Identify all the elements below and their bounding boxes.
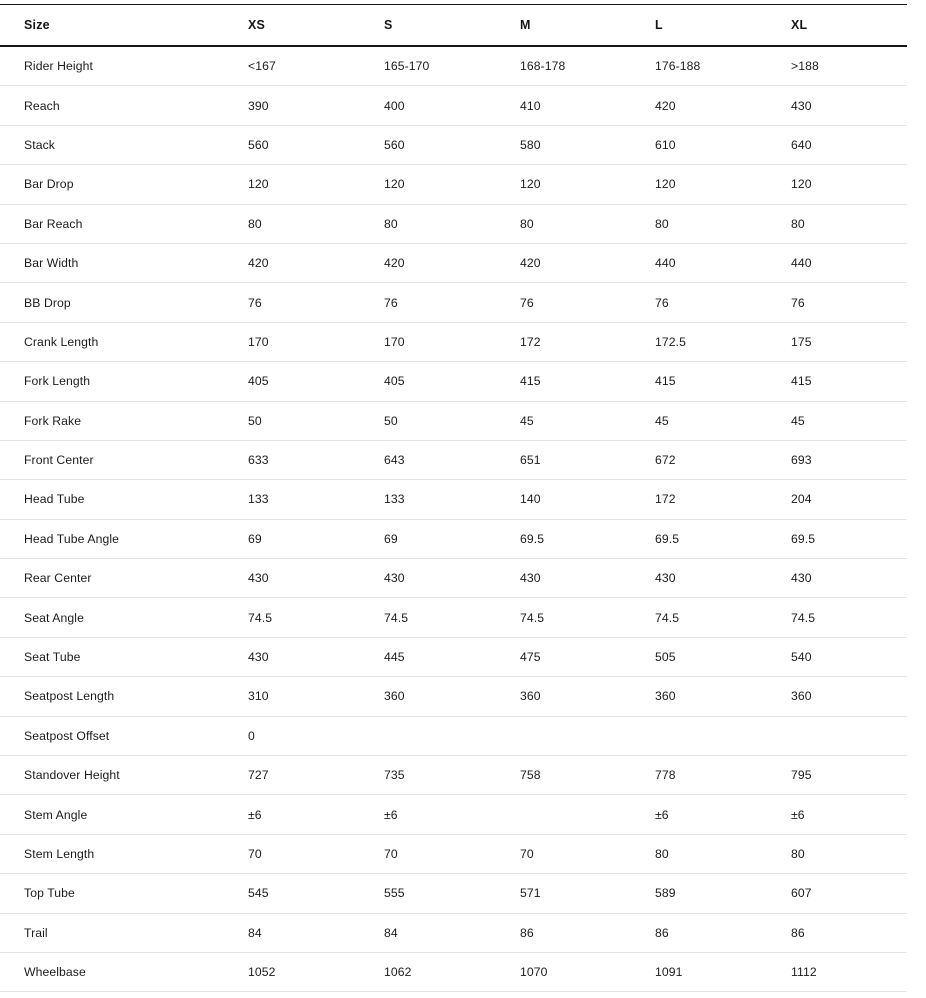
cell-value-m: 140 xyxy=(520,480,655,519)
table-row xyxy=(0,125,907,164)
cell-value-xs: 74.5 xyxy=(248,598,384,637)
cell-value-xl: >188 xyxy=(791,46,907,86)
cell-value-s: 405 xyxy=(384,362,520,401)
cell-value-m: 80 xyxy=(520,204,655,243)
row-label: Seatpost Length xyxy=(0,677,248,716)
cell-value-s: 165-170 xyxy=(384,46,520,86)
table-row xyxy=(0,480,907,519)
cell-value-xl: 360 xyxy=(791,677,907,716)
cell-value-m: 651 xyxy=(520,440,655,479)
table-row xyxy=(0,637,907,676)
table-row xyxy=(0,519,907,558)
cell-value-m: 360 xyxy=(520,677,655,716)
row-label: Head Tube xyxy=(0,480,248,519)
table-row xyxy=(0,756,907,795)
table-row xyxy=(0,716,907,755)
cell-value-xs: 405 xyxy=(248,362,384,401)
cell-value-m: 475 xyxy=(520,637,655,676)
cell-value-l: 778 xyxy=(655,756,791,795)
cell-value-xl: 795 xyxy=(791,756,907,795)
cell-value-l: 74.5 xyxy=(655,598,791,637)
row-label: Bar Width xyxy=(0,243,248,282)
cell-value-l: 176-188 xyxy=(655,46,791,86)
column-header-m: M xyxy=(520,5,655,47)
cell-value-xl: 45 xyxy=(791,401,907,440)
cell-value-xl: 1112 xyxy=(791,952,907,991)
cell-value-l: 69.5 xyxy=(655,519,791,558)
cell-value-s: 360 xyxy=(384,677,520,716)
cell-value-l: 360 xyxy=(655,677,791,716)
cell-value-m: 76 xyxy=(520,283,655,322)
table-row xyxy=(0,165,907,204)
row-label: Stem Length xyxy=(0,834,248,873)
row-label: Trail xyxy=(0,913,248,952)
cell-value-xl: 693 xyxy=(791,440,907,479)
cell-value-xl: 76 xyxy=(791,283,907,322)
table-row xyxy=(0,243,907,282)
column-header-size: Size xyxy=(0,5,248,47)
cell-value-xs: 310 xyxy=(248,677,384,716)
cell-value-xs: 420 xyxy=(248,243,384,282)
cell-value-xl: ±6 xyxy=(791,795,907,834)
cell-value-s: 69 xyxy=(384,519,520,558)
cell-value-xs: ±6 xyxy=(248,795,384,834)
cell-value-s xyxy=(384,716,520,755)
cell-value-xl: 80 xyxy=(791,204,907,243)
row-label: Top Tube xyxy=(0,874,248,913)
cell-value-m: 74.5 xyxy=(520,598,655,637)
row-label: Bar Reach xyxy=(0,204,248,243)
row-label: Standover Height xyxy=(0,756,248,795)
table-row xyxy=(0,874,907,913)
table-row xyxy=(0,46,907,86)
cell-value-m: 1070 xyxy=(520,952,655,991)
cell-value-l: 45 xyxy=(655,401,791,440)
column-header-xs: XS xyxy=(248,5,384,47)
table-row xyxy=(0,677,907,716)
cell-value-m: 758 xyxy=(520,756,655,795)
cell-value-s: 170 xyxy=(384,322,520,361)
cell-value-xs: 120 xyxy=(248,165,384,204)
cell-value-m: 430 xyxy=(520,559,655,598)
cell-value-xl: 204 xyxy=(791,480,907,519)
cell-value-xl: 640 xyxy=(791,125,907,164)
table-row xyxy=(0,362,907,401)
cell-value-xs: 84 xyxy=(248,913,384,952)
cell-value-m: 571 xyxy=(520,874,655,913)
cell-value-xs: <167 xyxy=(248,46,384,86)
cell-value-xl: 69.5 xyxy=(791,519,907,558)
cell-value-xl: 415 xyxy=(791,362,907,401)
cell-value-s: 76 xyxy=(384,283,520,322)
cell-value-l: 440 xyxy=(655,243,791,282)
header-row xyxy=(0,5,907,47)
cell-value-xs: 170 xyxy=(248,322,384,361)
cell-value-s: 430 xyxy=(384,559,520,598)
cell-value-s: 50 xyxy=(384,401,520,440)
cell-value-xs: 1052 xyxy=(248,952,384,991)
cell-value-m xyxy=(520,795,655,834)
table-row xyxy=(0,322,907,361)
cell-value-m: 410 xyxy=(520,86,655,125)
cell-value-xs: 69 xyxy=(248,519,384,558)
cell-value-s: 560 xyxy=(384,125,520,164)
cell-value-xl: 120 xyxy=(791,165,907,204)
table-row xyxy=(0,598,907,637)
cell-value-s: 555 xyxy=(384,874,520,913)
table-row xyxy=(0,440,907,479)
cell-value-s: 735 xyxy=(384,756,520,795)
cell-value-xl: 430 xyxy=(791,86,907,125)
row-label: Seat Tube xyxy=(0,637,248,676)
table-row xyxy=(0,952,907,991)
cell-value-xl: 540 xyxy=(791,637,907,676)
table-row xyxy=(0,834,907,873)
cell-value-l: 80 xyxy=(655,204,791,243)
row-label: Fork Length xyxy=(0,362,248,401)
cell-value-l: 172 xyxy=(655,480,791,519)
cell-value-l: 172.5 xyxy=(655,322,791,361)
cell-value-m: 168-178 xyxy=(520,46,655,86)
cell-value-m xyxy=(520,716,655,755)
cell-value-xs: 560 xyxy=(248,125,384,164)
cell-value-m: 420 xyxy=(520,243,655,282)
cell-value-xs: 545 xyxy=(248,874,384,913)
table-row xyxy=(0,283,907,322)
cell-value-l: 86 xyxy=(655,913,791,952)
cell-value-xl: 80 xyxy=(791,834,907,873)
cell-value-xl: 440 xyxy=(791,243,907,282)
column-header-xl: XL xyxy=(791,5,907,47)
column-header-s: S xyxy=(384,5,520,47)
cell-value-l: 415 xyxy=(655,362,791,401)
cell-value-l xyxy=(655,716,791,755)
cell-value-l: 505 xyxy=(655,637,791,676)
cell-value-l: 120 xyxy=(655,165,791,204)
cell-value-s: 84 xyxy=(384,913,520,952)
cell-value-xs: 133 xyxy=(248,480,384,519)
cell-value-s: 74.5 xyxy=(384,598,520,637)
row-label: Rider Height xyxy=(0,46,248,86)
table-row xyxy=(0,913,907,952)
cell-value-s: 133 xyxy=(384,480,520,519)
cell-value-s: 445 xyxy=(384,637,520,676)
cell-value-xs: 430 xyxy=(248,559,384,598)
cell-value-xs: 430 xyxy=(248,637,384,676)
cell-value-l: 589 xyxy=(655,874,791,913)
cell-value-s: 80 xyxy=(384,204,520,243)
table-row xyxy=(0,204,907,243)
row-label: Seatpost Offset xyxy=(0,716,248,755)
cell-value-s: 420 xyxy=(384,243,520,282)
cell-value-xl xyxy=(791,716,907,755)
cell-value-s: 400 xyxy=(384,86,520,125)
cell-value-m: 580 xyxy=(520,125,655,164)
table-body xyxy=(0,46,907,992)
column-header-l: L xyxy=(655,5,791,47)
cell-value-xl: 607 xyxy=(791,874,907,913)
cell-value-l: 1091 xyxy=(655,952,791,991)
cell-value-l: 80 xyxy=(655,834,791,873)
cell-value-xs: 70 xyxy=(248,834,384,873)
cell-value-xs: 633 xyxy=(248,440,384,479)
cell-value-m: 69.5 xyxy=(520,519,655,558)
cell-value-xs: 727 xyxy=(248,756,384,795)
cell-value-xl: 74.5 xyxy=(791,598,907,637)
table-row xyxy=(0,795,907,834)
cell-value-xs: 80 xyxy=(248,204,384,243)
cell-value-xl: 430 xyxy=(791,559,907,598)
cell-value-l: 430 xyxy=(655,559,791,598)
cell-value-m: 172 xyxy=(520,322,655,361)
table-row xyxy=(0,559,907,598)
cell-value-xl: 175 xyxy=(791,322,907,361)
table-row xyxy=(0,86,907,125)
cell-value-l: 420 xyxy=(655,86,791,125)
cell-value-l: 76 xyxy=(655,283,791,322)
cell-value-xs: 50 xyxy=(248,401,384,440)
row-label: Wheelbase xyxy=(0,952,248,991)
cell-value-s: 643 xyxy=(384,440,520,479)
cell-value-s: 70 xyxy=(384,834,520,873)
row-label: Fork Rake xyxy=(0,401,248,440)
cell-value-m: 86 xyxy=(520,913,655,952)
cell-value-m: 70 xyxy=(520,834,655,873)
row-label: Seat Angle xyxy=(0,598,248,637)
table-row xyxy=(0,401,907,440)
cell-value-l: ±6 xyxy=(655,795,791,834)
cell-value-s: 1062 xyxy=(384,952,520,991)
cell-value-m: 120 xyxy=(520,165,655,204)
cell-value-l: 672 xyxy=(655,440,791,479)
cell-value-m: 45 xyxy=(520,401,655,440)
row-label: Crank Length xyxy=(0,322,248,361)
row-label: BB Drop xyxy=(0,283,248,322)
cell-value-xs: 0 xyxy=(248,716,384,755)
row-label: Stem Angle xyxy=(0,795,248,834)
geometry-table xyxy=(0,4,907,992)
cell-value-s: ±6 xyxy=(384,795,520,834)
row-label: Stack xyxy=(0,125,248,164)
cell-value-xl: 86 xyxy=(791,913,907,952)
row-label: Bar Drop xyxy=(0,165,248,204)
cell-value-s: 120 xyxy=(384,165,520,204)
cell-value-xs: 390 xyxy=(248,86,384,125)
row-label: Reach xyxy=(0,86,248,125)
row-label: Head Tube Angle xyxy=(0,519,248,558)
row-label: Rear Center xyxy=(0,559,248,598)
cell-value-l: 610 xyxy=(655,125,791,164)
cell-value-m: 415 xyxy=(520,362,655,401)
row-label: Front Center xyxy=(0,440,248,479)
cell-value-xs: 76 xyxy=(248,283,384,322)
